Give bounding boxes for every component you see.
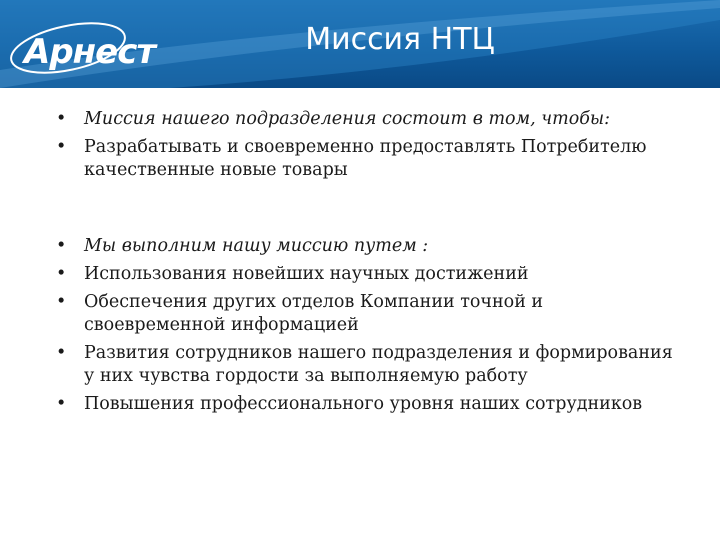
bullet-item: • Использования новейших научных достижений [56, 263, 676, 286]
bullet-item-intro: • Мы выполним нашу миссию путем : [56, 235, 676, 258]
bullet-item: • Разрабатывать и своевременно предоставлять Потребителю качественные новые товары [56, 136, 676, 182]
bullet-item-intro: • Миссия нашего подразделения состоит в том, чтобы: [56, 108, 676, 131]
bullet-item: • Обеспечения других отделов Компании точной и своевременной информацией [56, 291, 676, 337]
slide-header [0, 0, 720, 88]
company-logo [6, 12, 156, 82]
bullet-list [56, 108, 676, 421]
logo-text: Арнест [24, 32, 156, 72]
bullet-item: • Повышения профессионального уровня наших сотрудников [56, 393, 676, 416]
page-title: Миссия НТЦ [305, 22, 495, 57]
spacer [56, 187, 676, 235]
bullet-item: • Развития сотрудников нашего подразделения и формирования у них чувства гордости за выполняемую работу [56, 342, 676, 388]
